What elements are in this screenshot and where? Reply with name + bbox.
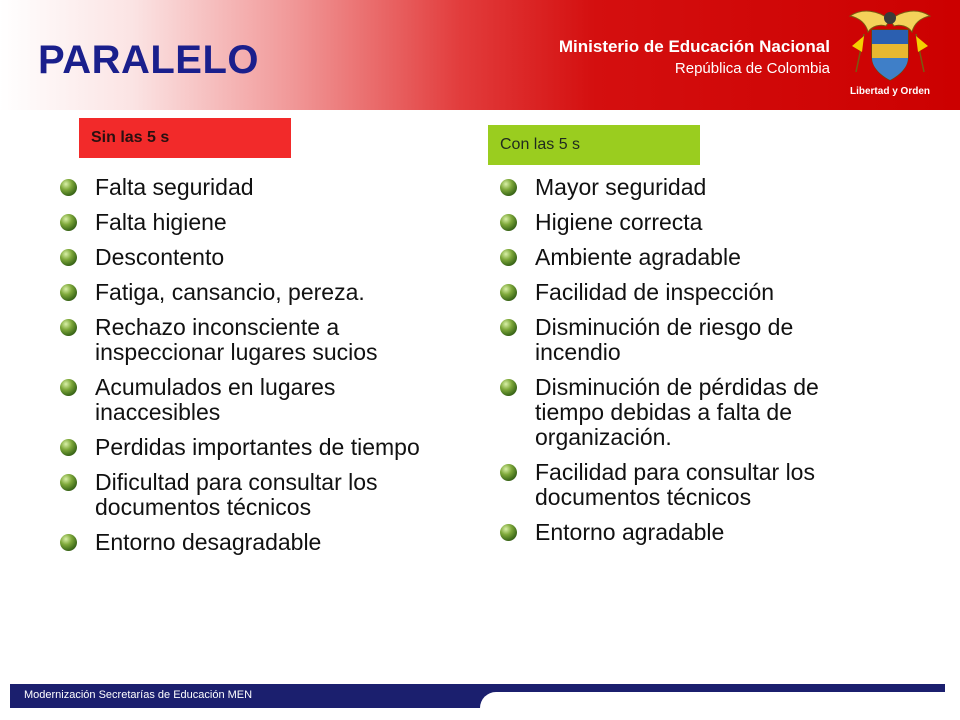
- label-without-5s: Sin las 5 s: [79, 118, 291, 158]
- list-item: [60, 315, 440, 365]
- bullet-icon: [500, 319, 517, 336]
- list-item: [60, 175, 440, 200]
- list-item-text: Falta higiene: [95, 209, 227, 235]
- bullet-icon: [60, 249, 77, 266]
- list-item: [500, 245, 880, 270]
- bullet-icon: [60, 214, 77, 231]
- list-item: [500, 375, 880, 450]
- list-item-text: Falta seguridad: [95, 174, 254, 200]
- list-item: [60, 210, 440, 235]
- bullet-icon: [500, 524, 517, 541]
- bullet-icon: [500, 284, 517, 301]
- republic-name: República de Colombia: [674, 60, 830, 77]
- without-5s-list: [60, 175, 440, 565]
- list-item-text: Fatiga, cansancio, pereza.: [95, 279, 365, 305]
- list-item: [60, 530, 440, 555]
- list-item: [500, 460, 880, 510]
- footer-text: Modernización Secretarías de Educación MEN: [24, 689, 253, 701]
- list-item: [500, 210, 880, 235]
- bullet-icon: [60, 179, 77, 196]
- list-item: [60, 435, 440, 460]
- bullet-icon: [60, 474, 77, 491]
- list-item-text: Dificultad para consultar los documentos técnicos: [95, 469, 378, 520]
- list-item-text: Disminución de pérdidas de tiempo debidas a falta de organización.: [535, 374, 819, 450]
- bullet-icon: [500, 249, 517, 266]
- list-item: [500, 315, 880, 365]
- motto-text: Libertad y Orden: [849, 86, 930, 97]
- list-item-text: Descontento: [95, 244, 225, 270]
- bullet-icon: [60, 534, 77, 551]
- page-title: PARALELO: [38, 38, 260, 82]
- list-item-text: Rechazo inconsciente a inspeccionar lugares sucios: [95, 314, 378, 365]
- list-item: [60, 375, 440, 425]
- list-item: [60, 245, 440, 270]
- list-item-text: Disminución de riesgo de incendio: [535, 314, 794, 365]
- bullet-icon: [500, 214, 517, 231]
- list-item-text: Perdidas importantes de tiempo: [95, 434, 420, 460]
- footer-notch: [480, 692, 945, 708]
- with-5s-list: [500, 175, 880, 555]
- list-item-text: Entorno desagradable: [95, 529, 322, 555]
- list-item: [500, 280, 880, 305]
- label-with-5s: Con las 5 s: [488, 125, 700, 165]
- list-item: [60, 470, 440, 520]
- list-item: [500, 175, 880, 200]
- list-item: [60, 280, 440, 305]
- bullet-icon: [60, 379, 77, 396]
- list-item-text: Acumulados en lugares inaccesibles: [95, 374, 336, 425]
- bullet-icon: [60, 439, 77, 456]
- list-item-text: Entorno agradable: [535, 519, 725, 545]
- list-item-text: Higiene correcta: [535, 209, 703, 235]
- list-item-text: Facilidad para consultar los documentos técnicos: [535, 459, 815, 510]
- coat-of-arms-graphic: [842, 6, 938, 86]
- bullet-icon: [60, 284, 77, 301]
- bullet-icon: [500, 179, 517, 196]
- bullet-icon: [60, 319, 77, 336]
- coat-of-arms-icon: [842, 6, 938, 106]
- list-item: [500, 520, 880, 545]
- ministry-name: Ministerio de Educación Nacional: [558, 37, 830, 56]
- list-item-text: Ambiente agradable: [535, 244, 741, 270]
- ministry-block: [559, 36, 830, 80]
- list-item-text: Facilidad de inspección: [535, 279, 775, 305]
- bullet-icon: [500, 379, 517, 396]
- bullet-icon: [500, 464, 517, 481]
- list-item-text: Mayor seguridad: [535, 174, 707, 200]
